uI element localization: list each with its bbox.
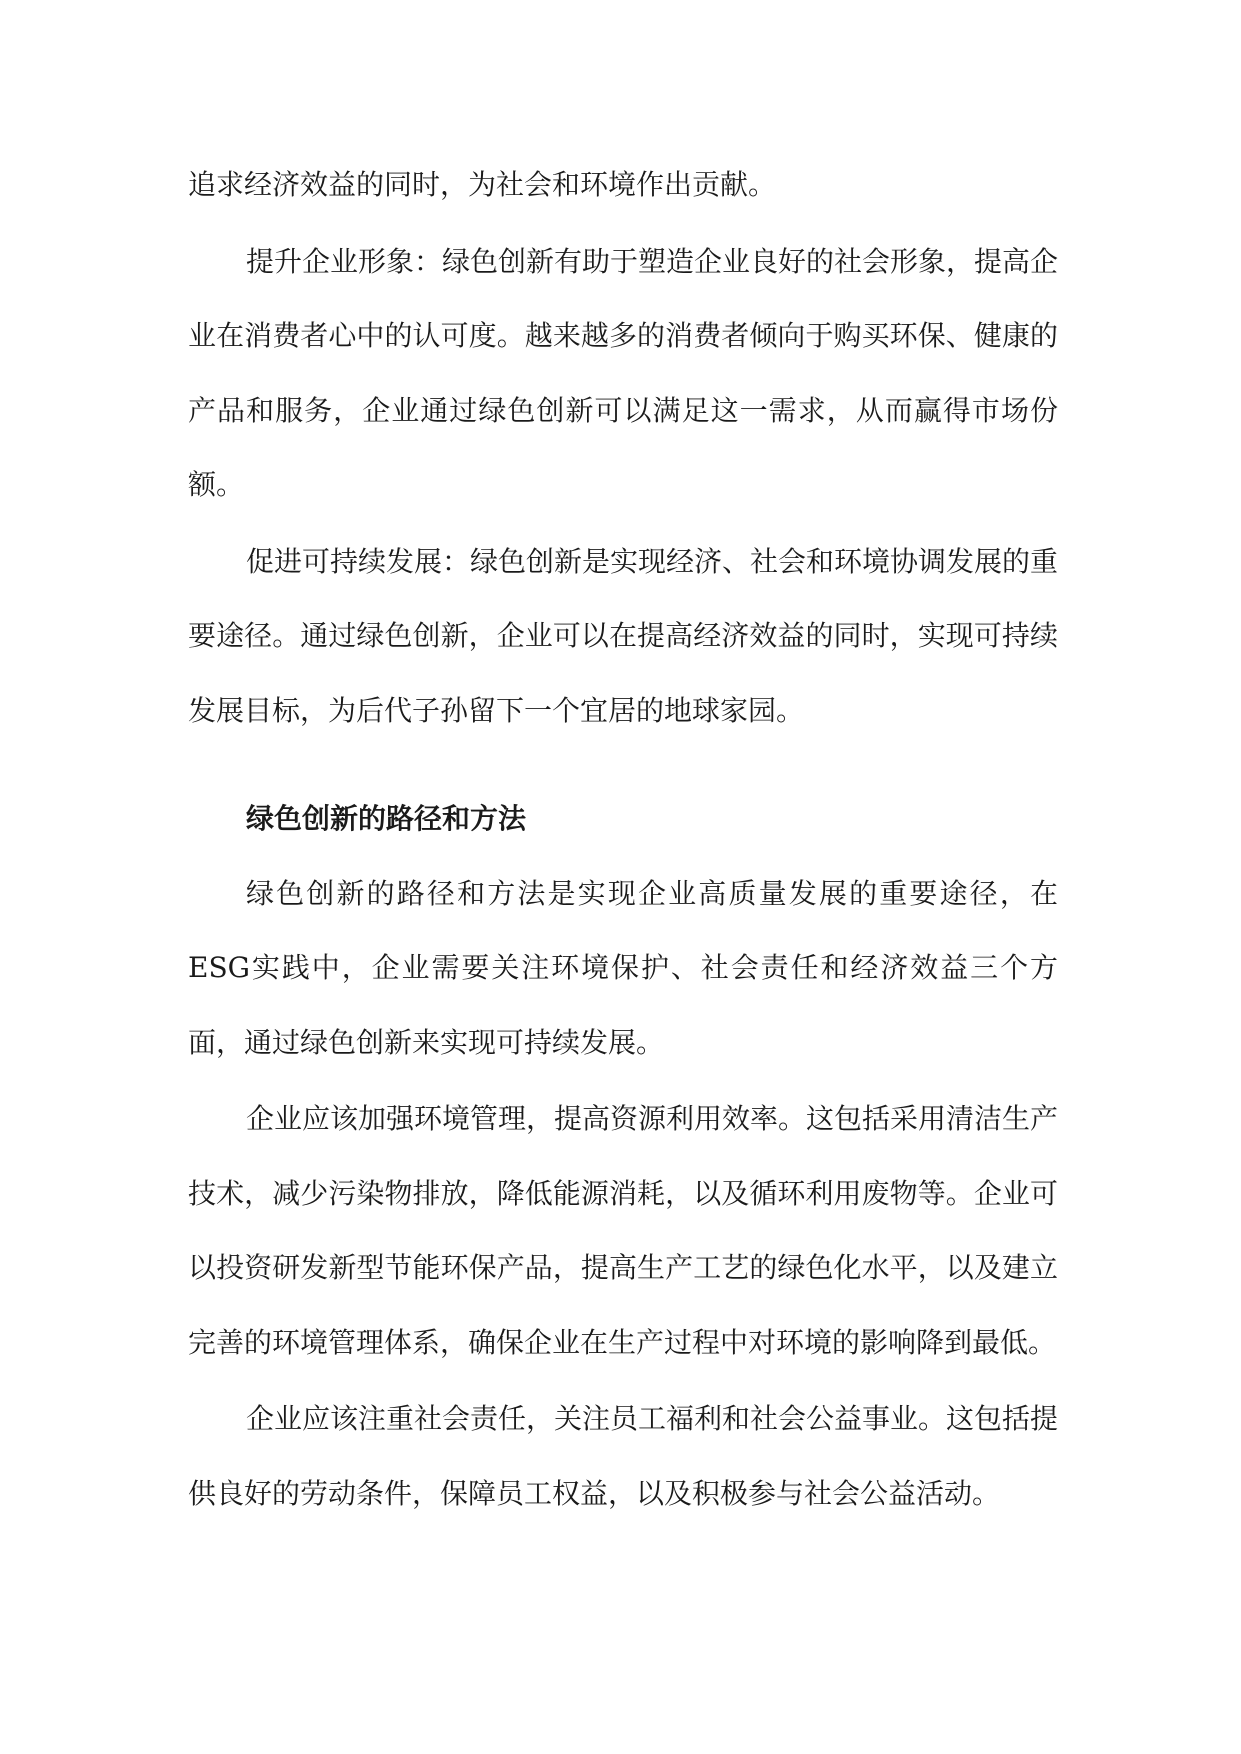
document-body	[188, 148, 1058, 1531]
paragraph-paths-intro: 绿色创新的路径和方法是实现企业高质量发展的重要途径，在ESG实践中，企业需要关注环境保护、社会责任和经济效益三个方面，通过绿色创新来实现可持续发展。	[188, 876, 1058, 1059]
paragraph-social-responsibility: 企业应该注重社会责任，关注员工福利和社会公益事业。这包括提供良好的劳动条件，保障员工权益，以及积极参与社会公益活动。	[188, 1402, 1059, 1510]
paragraph-brand-image: 提升企业形象：绿色创新有助于塑造企业良好的社会形象，提高企业在消费者心中的认可度。越来越多的消费者倾向于购买环保、健康的产品和服务，企业通过绿色创新可以满足这一需求，从而赢得市场份额。	[188, 244, 1059, 501]
paragraph-continuation: 追求经济效益的同时，为社会和环境作出贡献。	[188, 168, 777, 201]
paragraph-sustainable-development: 促进可持续发展：绿色创新是实现经济、社会和环境协调发展的重要途径。通过绿色创新，企业可以在提高经济效益的同时，实现可持续发展目标，为后代子孙留下一个宜居的地球家园。	[188, 544, 1059, 727]
section-heading: 绿色创新的路径和方法	[246, 802, 527, 835]
paragraph-environmental-management: 企业应该加强环境管理，提高资源利用效率。这包括采用清洁生产技术，减少污染物排放，降低能源消耗，以及循环利用废物等。企业可以投资研发新型节能环保产品，提高生产工艺的绿色化水平，以及建立完善的环境管理体系，确保企业在生产过程中对环境的影响降到最低。	[188, 1102, 1059, 1359]
